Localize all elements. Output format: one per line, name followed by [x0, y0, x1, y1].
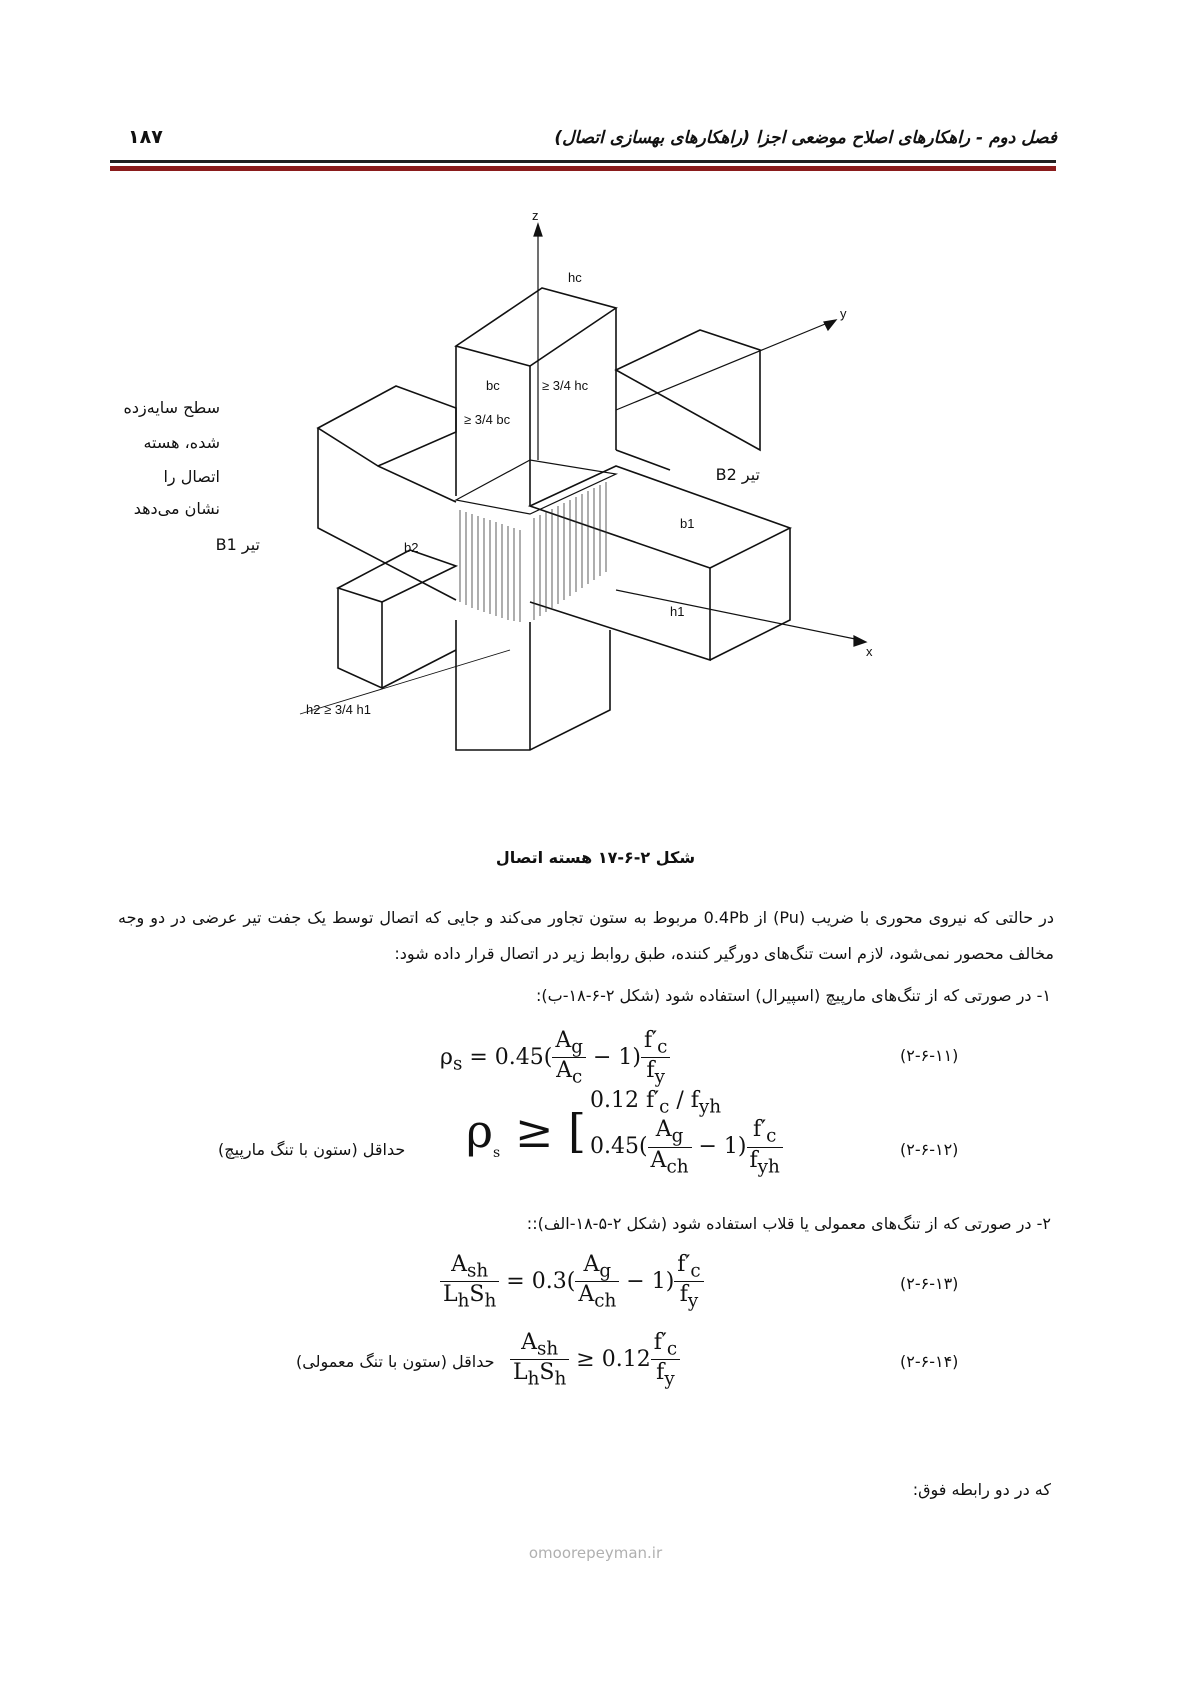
figure-caption: شکل ۲-۶-۱۷ هسته اتصال [495, 848, 696, 867]
annotation-line-4: نشان می‌دهد [133, 499, 220, 518]
x-axis [616, 590, 860, 640]
body-paragraph: در حالتی که نیروی محوری با ضریب (Pu) از 0.4Pb مربوط به ستون تجاور می‌کند و جایی که اتصال توسط یک جفت تیر عرضی در دو وجه مخالف محصور نمی‌شود، لازم است تنگ‌های دورگیر کننده، طبق روابط زیر در اتصال قرار داده شود: [118, 908, 1055, 963]
beam-b1-top [318, 386, 456, 466]
x-label: x [866, 644, 873, 659]
equation-12-label: حداقل (ستون با تنگ مارپیچ) [218, 1140, 406, 1159]
equation-11-number: (۲-۶-۱۱) [900, 1046, 959, 1065]
bc-min-label: ≥ 3/4 bc [464, 412, 511, 427]
header-rule [110, 160, 1056, 163]
equation-13: $\frac{A_{sh}}{L_hS_h}$ = 0.3( $\frac{A_g}{A_{ch}}$ − 1) $\frac{f'_c}{f_y}$ [440, 1252, 704, 1312]
joint-core-figure [123, 208, 950, 820]
beam-front-left [338, 550, 456, 602]
header-title: فصل دوم - راهکارهای اصلاح موضعی اجزا (راهکارهای بهسازی اتصال) [554, 128, 1057, 148]
equation-13-number: (۲-۶-۱۳) [900, 1274, 959, 1293]
y-label: y [840, 306, 847, 321]
annotation-line-2: شده، هسته [143, 433, 220, 452]
header-rule-accent [110, 166, 1056, 171]
hc-label: hc [568, 270, 582, 285]
watermark-text: omoorepeyman.ir [528, 1544, 663, 1562]
annotation-line-1: سطح سایه‌زده [123, 398, 220, 417]
beam-b2-label: تیر B2 [715, 465, 760, 484]
equation-14-label: حداقل (ستون با تنگ معمولی) [296, 1352, 495, 1371]
list-item-2: ۲- در صورتی که از تنگ‌های معمولی یا قلاب استفاده شود (شکل ۲-۵-۱۸-الف):: [526, 1214, 1051, 1233]
joint-core-top [456, 460, 616, 514]
column-top-face [456, 288, 616, 366]
equation-14-number: (۲-۶-۱۴) [900, 1352, 959, 1371]
b2-label: b2 [404, 540, 419, 555]
b1-label: b1 [680, 516, 695, 531]
bc-label: bc [486, 378, 500, 393]
equation-12-number: (۲-۶-۱۲) [900, 1140, 959, 1159]
z-label: z [532, 208, 539, 223]
beam-b2-top [616, 330, 760, 450]
equation-14: $\frac{A_{sh}}{L_hS_h}$ ≥ 0.12 $\frac{f'_c}{f_y}$ [510, 1330, 680, 1390]
beam-b1-label: تیر B1 [215, 535, 260, 554]
equation-12: $\rho_s$ ≥ [ 0.12 $f'_c / f_{yh}$ 0.45( $\frac{A_g}{A_{ch}}$ − 1) $\frac{f'_c}{f_{yh}}$ [466, 1088, 783, 1177]
hc-min-label: ≥ 3/4 hc [542, 378, 589, 393]
list-item-1: ۱- در صورتی که از تنگ‌های مارپیچ (اسپیرال) استفاده شود (شکل ۲-۶-۱۸-ب): [536, 986, 1051, 1005]
h1-label: h1 [670, 604, 685, 619]
page-number: ۱۸۷ [128, 126, 163, 148]
annotation-line-3: اتصال را [163, 467, 220, 486]
equation-11: $\rho_s = 0.45$( $\frac{A_g}{A_c}$ − 1) $\frac{f'_c}{f_y}$ [440, 1028, 670, 1088]
h2-rule-label: h2 ≥ 3/4 h1 [306, 702, 371, 717]
y-axis [616, 322, 830, 410]
final-line: که در دو رابطه فوق: [912, 1480, 1051, 1499]
